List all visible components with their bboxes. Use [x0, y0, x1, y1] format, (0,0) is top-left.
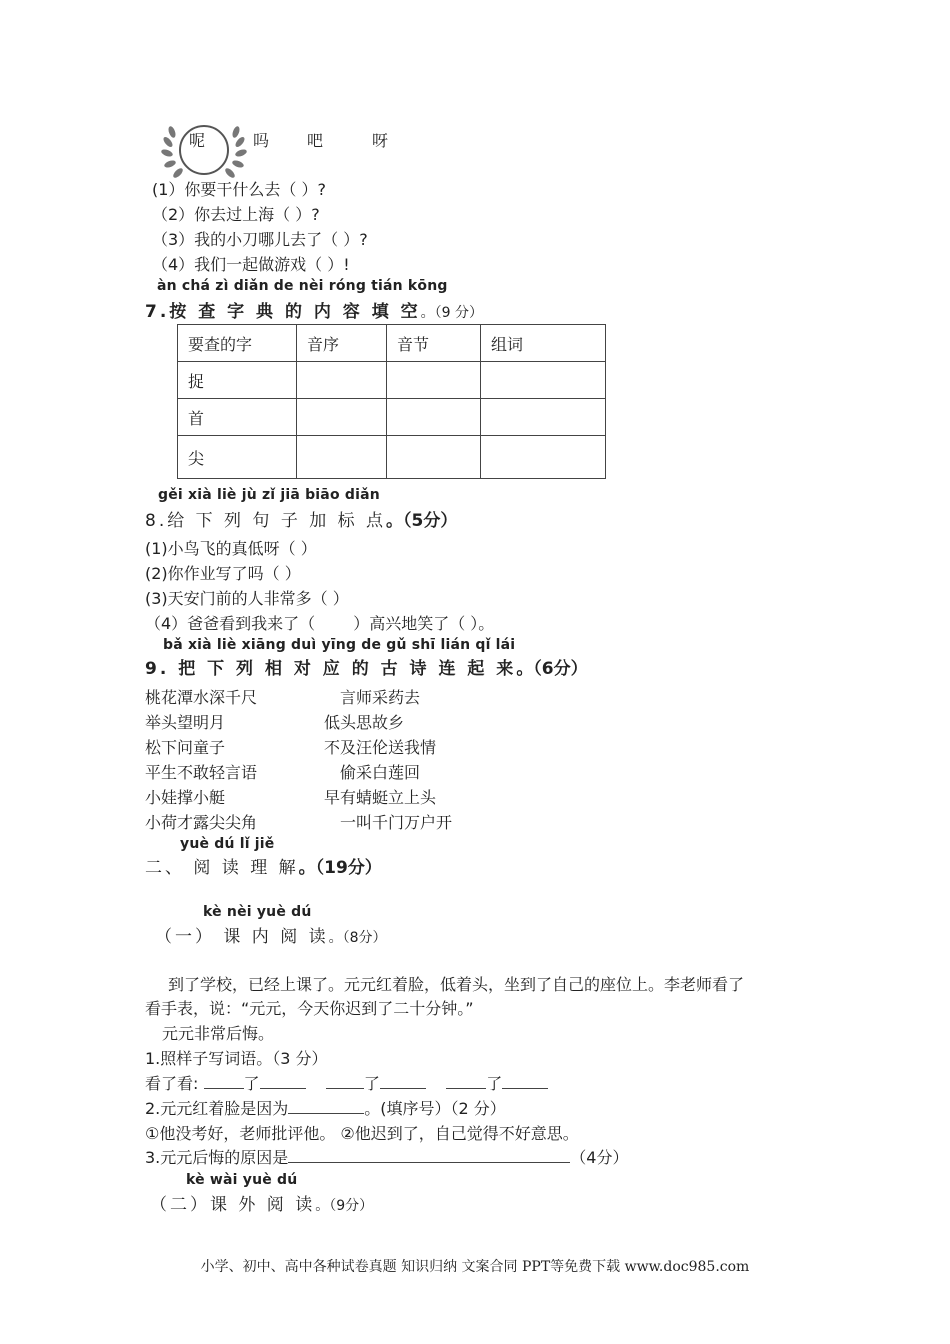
- passage-text: 元元非常后悔。: [162, 1024, 275, 1043]
- answer-blank[interactable]: [326, 1074, 364, 1089]
- particle-word: 吧: [307, 131, 324, 150]
- table-cell-char: 首: [178, 399, 297, 436]
- section-title-text: 二、 阅 读 理 解: [145, 858, 299, 878]
- particle-word: 呀: [372, 131, 389, 150]
- question-title-text: 7.按 查 字 典 的 内 容 填 空: [145, 302, 421, 322]
- pattern-char: 了: [486, 1074, 503, 1093]
- pinyin-annotation: kè wài yuè dú: [186, 1172, 298, 1188]
- table-cell-blank[interactable]: [387, 399, 481, 436]
- table-header-cell: 要查的字: [178, 325, 297, 362]
- answer-blank[interactable]: [446, 1074, 486, 1089]
- pattern-char: 了: [243, 1074, 260, 1093]
- passage-text: 看手表，说：“元元，今天你迟到了二十分钟。”: [145, 999, 474, 1018]
- example-word: 看了看:: [145, 1074, 199, 1093]
- pinyin-annotation: gěi xià liè jù zǐ jiā biāo diǎn: [158, 487, 380, 503]
- dictionary-table: [177, 324, 606, 479]
- answer-blank[interactable]: [380, 1074, 426, 1089]
- table-row: [178, 436, 606, 479]
- pattern-char: 了: [363, 1074, 380, 1093]
- question-title: [145, 297, 483, 322]
- pinyin-annotation: àn chá zì diǎn de nèi róng tián kōng: [157, 278, 448, 294]
- poem-line-right: 早有蜻蜓立上头: [324, 788, 437, 807]
- table-header-row: [178, 325, 606, 362]
- subquestion-text: 3.元元后悔的原因是: [145, 1148, 289, 1167]
- sentence-part: （4）爸爸看到我来了（: [145, 614, 316, 633]
- subquestion-text: 2.元元红着脸是因为: [145, 1099, 289, 1118]
- subquestion-title: [145, 1145, 628, 1168]
- page-footer: 小学、初中、高中各种试卷真题 知识归纳 文案合同 PPT等免费下载 www.doc985.com: [200, 1259, 750, 1275]
- subquestion-text: 。(填序号）（2 分）: [364, 1099, 506, 1118]
- table-header-cell: 音节: [387, 325, 481, 362]
- question-points: 。（5分）: [386, 511, 458, 531]
- fill-sentence: （2）你去过上海（ ）?: [152, 205, 320, 224]
- subquestion-points: （4分）: [570, 1148, 629, 1167]
- poem-line-right: 不及汪伦送我情: [324, 738, 437, 757]
- subquestion-title: [145, 1096, 506, 1119]
- poem-line-left: 小荷才露尖尖角: [145, 813, 258, 832]
- section-points: 。（19分）: [298, 858, 382, 878]
- question-title-text: 9. 把 下 列 相 对 应 的 古 诗 连 起 来: [145, 659, 517, 679]
- word-pattern-row: [145, 1071, 548, 1094]
- answer-blank[interactable]: [288, 1148, 570, 1163]
- table-row: [178, 399, 606, 436]
- punctuation-sentence: (3)天安门前的人非常多（ ）: [145, 589, 349, 608]
- question-title-text: 8.给 下 列 句 子 加 标 点: [145, 511, 387, 531]
- poem-line-right: 言师采药去: [340, 688, 421, 707]
- answer-blank[interactable]: [288, 1099, 364, 1114]
- pinyin-annotation: yuè dú lǐ jiě: [180, 836, 275, 852]
- table-cell-char: 捉: [178, 362, 297, 399]
- table-cell-blank[interactable]: [387, 362, 481, 399]
- poem-line-left: 举头望明月: [145, 713, 226, 732]
- question-points: 。（6分）: [516, 659, 588, 679]
- punctuation-sentence: (1)小鸟飞的真低呀（ ）: [145, 539, 317, 558]
- question-title: [145, 506, 457, 531]
- question-points: 。（9 分）: [420, 305, 483, 321]
- section-title: [145, 853, 382, 878]
- subsection-title-text: （二）课 外 阅 读: [150, 1195, 316, 1215]
- subquestion-title: 1.照样子写词语。（3 分）: [145, 1049, 328, 1068]
- subsection-title: [150, 1190, 373, 1215]
- poem-line-right: 一叫千门万户开: [340, 813, 453, 832]
- subsection-points: 。（8分）: [328, 930, 387, 946]
- table-cell-blank[interactable]: [297, 362, 387, 399]
- table-cell-blank[interactable]: [387, 436, 481, 479]
- answer-options: ①他没考好，老师批评他。 ②他迟到了，自己觉得不好意思。: [145, 1124, 579, 1143]
- answer-blank[interactable]: [260, 1074, 306, 1089]
- particle-word: 吗: [253, 131, 270, 150]
- poem-line-left: 桃花潭水深千尺: [145, 688, 258, 707]
- fill-sentence: （3）我的小刀哪儿去了（ ）?: [152, 230, 368, 249]
- subsection-title: [155, 922, 387, 947]
- poem-line-left: 松下问童子: [145, 738, 226, 757]
- pinyin-annotation: bǎ xià liè xiāng duì yīng de gǔ shī lián qǐ lái: [163, 637, 516, 653]
- table-row: [178, 362, 606, 399]
- poem-line-left: 平生不敢轻言语: [145, 763, 258, 782]
- table-cell-blank[interactable]: [481, 399, 606, 436]
- table-cell-blank[interactable]: [481, 362, 606, 399]
- table-cell-blank[interactable]: [297, 436, 387, 479]
- fill-sentence: (1）你要干什么去（ ）?: [152, 180, 327, 199]
- pinyin-annotation: kè nèi yuè dú: [203, 904, 312, 920]
- poem-line-right: 低头思故乡: [324, 713, 405, 732]
- table-header-cell: 组词: [481, 325, 606, 362]
- punctuation-sentence: (2)你作业写了吗（ ）: [145, 564, 301, 583]
- poem-line-left: 小娃撑小艇: [145, 788, 226, 807]
- answer-blank[interactable]: [502, 1074, 548, 1089]
- passage-text: 到了学校，已经上课了。元元红着脸，低着头，坐到了自己的座位上。李老师看了: [168, 975, 745, 994]
- question-title: [145, 654, 588, 679]
- table-cell-blank[interactable]: [481, 436, 606, 479]
- sentence-part: ）高兴地笑了（ ）。: [353, 614, 495, 633]
- table-cell-blank[interactable]: [297, 399, 387, 436]
- subsection-title-text: （一） 课 内 阅 读: [155, 927, 329, 947]
- poem-line-right: 偷采白莲回: [340, 763, 421, 782]
- subsection-points: 。（9分）: [315, 1198, 374, 1214]
- table-header-cell: 音序: [297, 325, 387, 362]
- answer-blank[interactable]: [204, 1074, 244, 1089]
- table-cell-char: 尖: [178, 436, 297, 479]
- particle-word: 呢: [189, 131, 206, 150]
- fill-sentence: （4）我们一起做游戏（ ）!: [152, 255, 350, 274]
- punctuation-sentence: [145, 611, 494, 634]
